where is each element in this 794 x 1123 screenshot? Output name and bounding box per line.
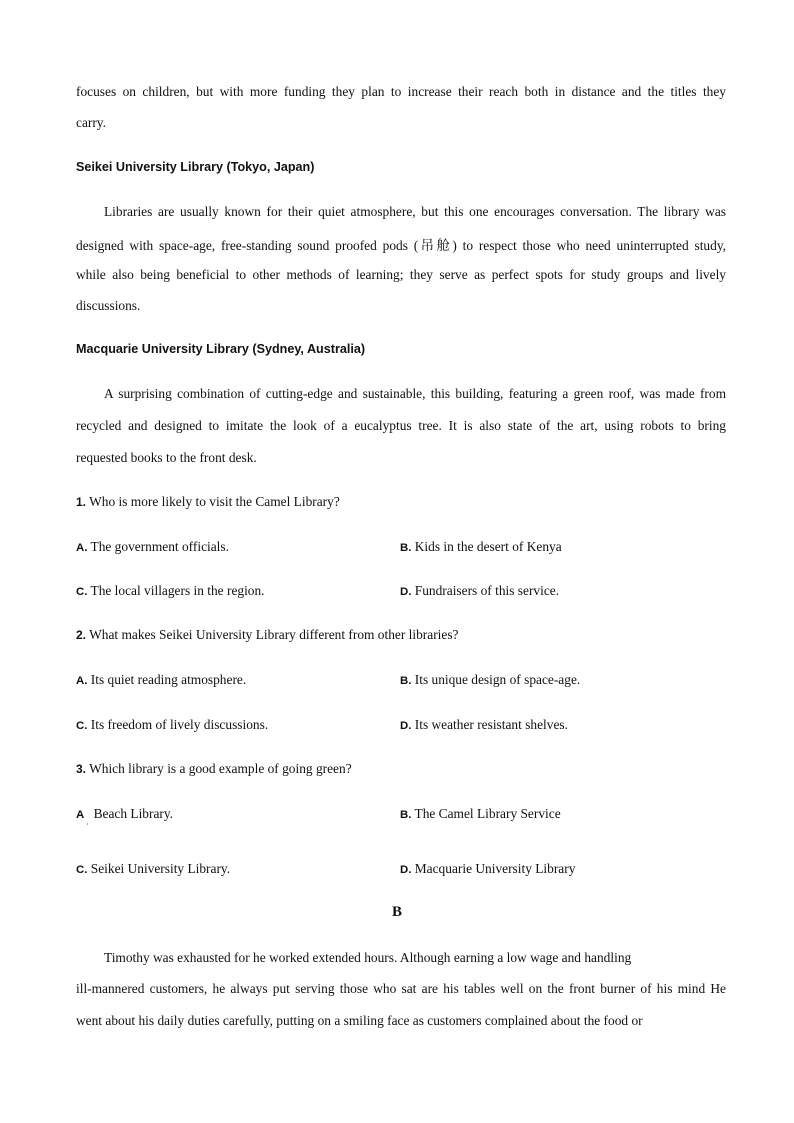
option-text: Kids in the desert of Kenya xyxy=(414,539,562,554)
question-text: Who is more likely to visit the Camel Library? xyxy=(89,494,340,509)
paragraph-line: went about his daily duties carefully, putting on a smiling face as customers complained about the food or xyxy=(76,1013,643,1028)
option-letter: A xyxy=(76,809,85,821)
question-number: 2. xyxy=(76,628,87,642)
option-d[interactable] xyxy=(400,717,568,733)
stray-dot: · xyxy=(86,820,89,829)
option-letter: C. xyxy=(76,864,88,876)
question-number: 1. xyxy=(76,495,87,509)
option-text: Its freedom of lively discussions. xyxy=(90,717,269,732)
option-b[interactable] xyxy=(400,806,561,822)
option-letter: C. xyxy=(76,586,88,598)
section-b-heading: B xyxy=(391,904,402,920)
option-c[interactable] xyxy=(76,717,268,733)
paragraph-line: ill-mannered customers, he always put serving those who sat are his tables well on the front burner of his mind He xyxy=(76,981,726,996)
option-b[interactable] xyxy=(400,672,580,688)
question-3 xyxy=(76,761,352,777)
option-letter: B. xyxy=(400,675,412,687)
question-number: 3. xyxy=(76,762,87,776)
option-text: Beach Library. xyxy=(93,806,174,821)
question-1 xyxy=(76,494,340,510)
option-a[interactable] xyxy=(76,806,173,822)
paragraph-line: carry. xyxy=(76,115,106,130)
option-letter: A. xyxy=(76,675,88,687)
paragraph-line: A surprising combination of cutting-edge and sustainable, this building, featuring a green roof, was made from xyxy=(104,386,726,401)
option-text: The local villagers in the region. xyxy=(90,583,265,598)
option-d[interactable] xyxy=(400,861,575,877)
library-heading: Macquarie University Library (Sydney, Australia) xyxy=(76,342,366,356)
option-d[interactable] xyxy=(400,583,559,599)
option-text: The government officials. xyxy=(90,539,229,554)
option-b[interactable] xyxy=(400,539,562,555)
option-a[interactable] xyxy=(76,672,246,688)
paragraph-line: while also being beneficial to other methods of learning; they serve as perfect spots for study groups and lively xyxy=(76,267,726,282)
option-letter: B. xyxy=(400,542,412,554)
option-letter: B. xyxy=(400,809,412,821)
question-text: What makes Seikei University Library different from other libraries? xyxy=(89,627,459,642)
option-letter: D. xyxy=(400,720,412,732)
option-text: Fundraisers of this service. xyxy=(414,583,560,598)
paragraph-line: requested books to the front desk. xyxy=(76,450,257,465)
question-text: Which library is a good example of going green? xyxy=(89,761,352,776)
option-letter: D. xyxy=(400,586,412,598)
option-letter: D. xyxy=(400,864,412,876)
option-text: Seikei University Library. xyxy=(90,861,231,876)
option-c[interactable] xyxy=(76,861,230,877)
paragraph-line: Libraries are usually known for their quiet atmosphere, but this one encourages conversation. The library was xyxy=(104,204,726,219)
option-letter: A. xyxy=(76,542,88,554)
option-text: Its weather resistant shelves. xyxy=(414,717,568,732)
option-text: Its unique design of space-age. xyxy=(414,672,581,687)
paragraph-line: focuses on children, but with more funding they plan to increase their reach both in distance and the titles they xyxy=(76,84,726,99)
paragraph-line: discussions. xyxy=(76,298,141,313)
option-letter: C. xyxy=(76,720,88,732)
paragraph-line: designed with space-age, free-standing sound proofed pods (吊舱) to respect those who need uninterrupted study, xyxy=(76,238,726,253)
option-c[interactable] xyxy=(76,583,265,599)
library-heading: Seikei University Library (Tokyo, Japan) xyxy=(76,160,315,174)
paragraph-line: recycled and designed to imitate the look of a eucalyptus tree. It is also state of the art, using robots to bring xyxy=(76,418,726,433)
option-text: The Camel Library Service xyxy=(414,806,561,821)
option-text: Its quiet reading atmosphere. xyxy=(90,672,247,687)
question-2 xyxy=(76,627,458,643)
option-a[interactable] xyxy=(76,539,229,555)
option-text: Macquarie University Library xyxy=(414,861,576,876)
paragraph-line: Timothy was exhausted for he worked extended hours. Although earning a low wage and handling xyxy=(104,950,632,965)
